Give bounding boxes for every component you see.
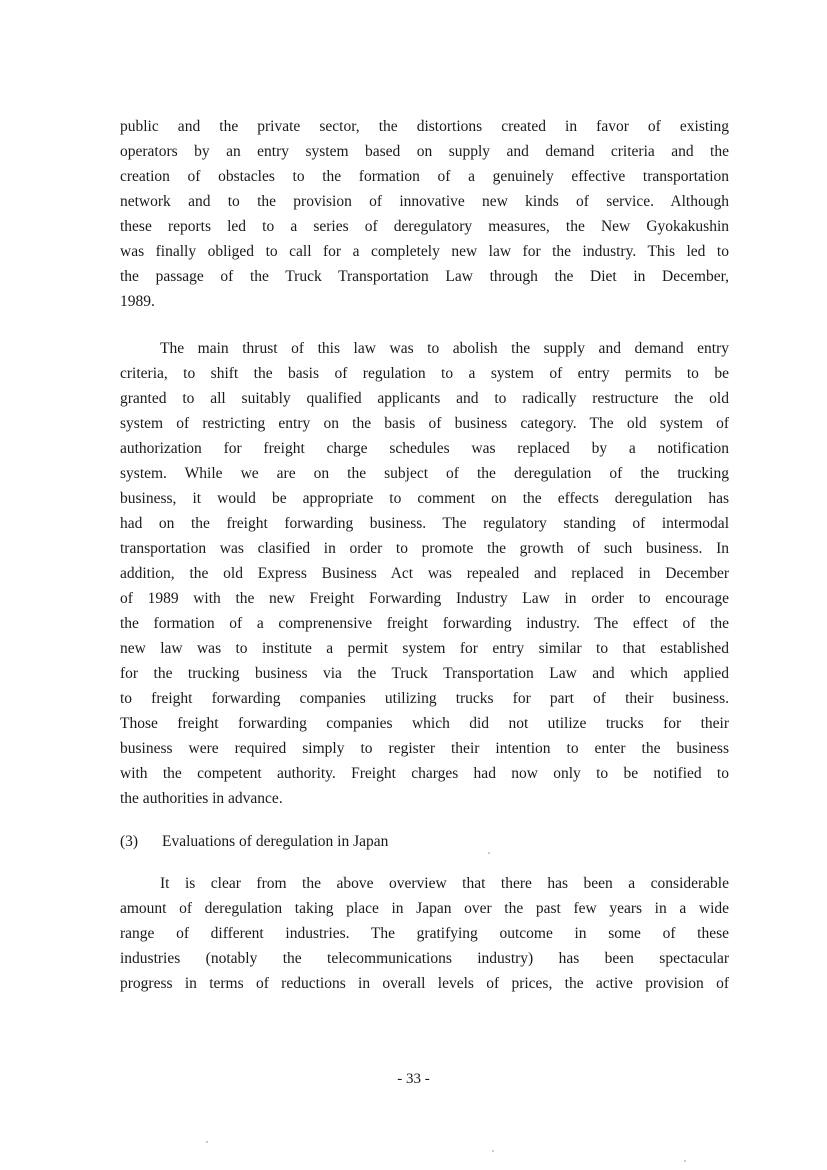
text-line: Those freight forwarding companies which did not utilize trucks for their — [120, 715, 729, 732]
text-line: new law was to institute a permit system for entry similar to that established — [120, 640, 729, 657]
scan-speck — [206, 1141, 208, 1143]
text-line: to freight forwarding companies utilizing trucks for part of their business. — [120, 690, 729, 707]
text-line: business, it would be appropriate to comment on the effects deregulation has — [120, 490, 729, 507]
text-line: authorization for freight charge schedules was replaced by a notification — [120, 440, 729, 457]
paragraph-truck-law — [120, 336, 729, 811]
text-line: The main thrust of this law was to abolish the supply and demand entry — [160, 340, 729, 357]
text-line: was finally obliged to call for a completely new law for the industry. This led to — [120, 243, 729, 260]
text-line: operators by an entry system based on supply and demand criteria and the — [120, 143, 729, 160]
text-line: 1989. — [120, 293, 155, 310]
text-line: amount of deregulation taking place in Japan over the past few years in a wide — [120, 900, 729, 917]
text-line: public and the private sector, the distortions created in favor of existing — [120, 118, 729, 135]
text-line: the formation of a comprenensive freight forwarding industry. The effect of the — [120, 615, 729, 632]
text-line: had on the freight forwarding business. The regulatory standing of intermodal — [120, 515, 729, 532]
text-line: these reports led to a series of deregulatory measures, the New Gyokakushin — [120, 218, 729, 235]
scan-speck — [492, 1150, 494, 1152]
text-line: network and to the provision of innovative new kinds of service. Although — [120, 193, 729, 210]
text-line: progress in terms of reductions in overall levels of prices, the active provision of — [120, 975, 729, 992]
text-line: the authorities in advance. — [120, 790, 283, 807]
scan-speck — [488, 852, 490, 854]
text-line: granted to all suitably qualified applicants and to radically restructure the old — [120, 390, 729, 407]
section-number: (3) — [120, 833, 139, 850]
text-line: transportation was clasified in order to promote the growth of such business. In — [120, 540, 729, 557]
section-heading — [120, 829, 388, 854]
text-line: with the competent authority. Freight charges had now only to be notified to — [120, 765, 729, 782]
scan-speck — [684, 1160, 686, 1162]
section-title: Evaluations of deregulation in Japan — [162, 833, 389, 850]
text-line: criteria, to shift the basis of regulation to a system of entry permits to be — [120, 365, 729, 382]
page-number: - 33 - — [397, 1071, 430, 1087]
text-line: system of restricting entry on the basis of business category. The old system of — [120, 415, 729, 432]
text-line: industries (notably the telecommunications industry) has been spectacular — [120, 950, 729, 967]
paragraph-continued — [120, 114, 729, 314]
text-line: business were required simply to register their intention to enter the business — [120, 740, 729, 757]
text-line: addition, the old Express Business Act was repealed and replaced in December — [120, 565, 729, 582]
text-line: system. While we are on the subject of the deregulation of the trucking — [120, 465, 729, 482]
text-line: range of different industries. The gratifying outcome in some of these — [120, 925, 729, 942]
text-line: creation of obstacles to the formation of a genuinely effective transportation — [120, 168, 729, 185]
text-line: It is clear from the above overview that there has been a considerable — [160, 875, 729, 892]
text-line: for the trucking business via the Truck Transportation Law and which applied — [120, 665, 729, 682]
text-line: the passage of the Truck Transportation Law through the Diet in December, — [120, 268, 729, 285]
text-line: of 1989 with the new Freight Forwarding Industry Law in order to encourage — [120, 590, 729, 607]
paragraph-evaluations — [120, 871, 729, 996]
